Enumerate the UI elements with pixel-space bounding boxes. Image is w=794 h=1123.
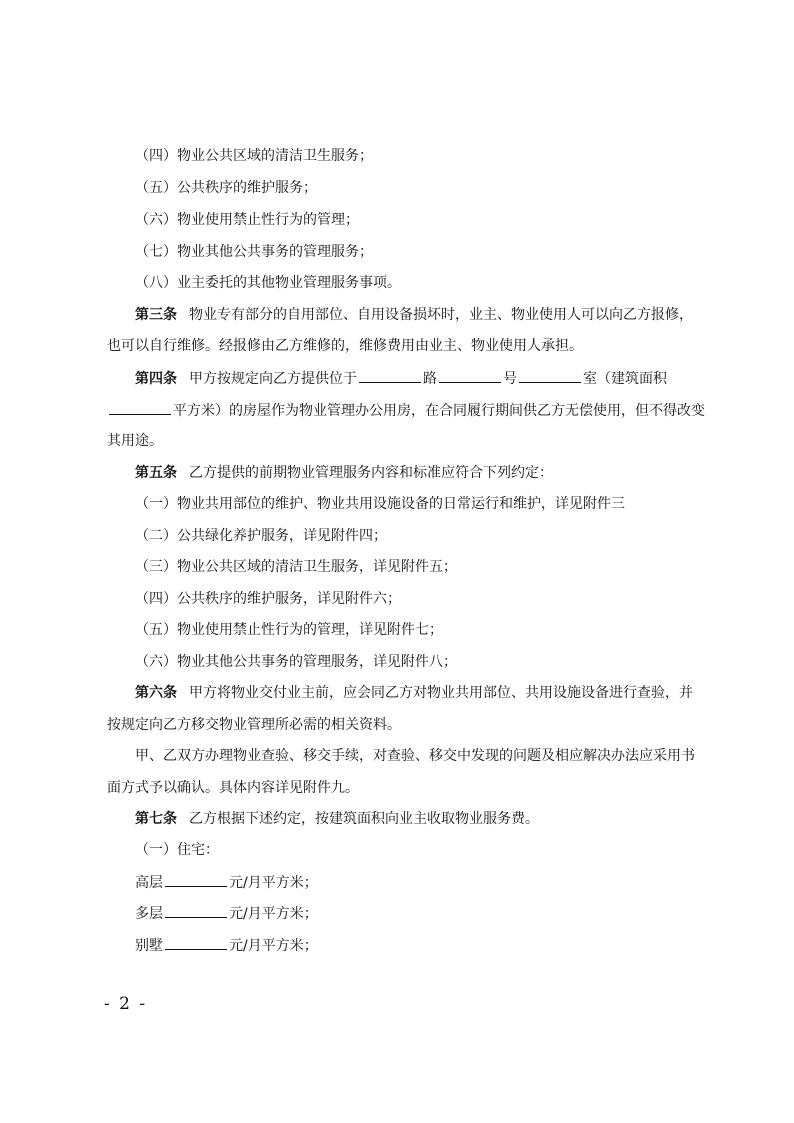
article-4-text-4: 室（建筑面积 — [583, 371, 667, 387]
list-item: （一）物业共用部位的维护、物业共用设施设备的日常运行和维护，详见附件三 — [135, 496, 625, 512]
rate-line — [135, 903, 735, 924]
article-3-line-2: 也可以自行维修。经报修由乙方维修的，维修费用由业主、物业使用人承担。 — [107, 338, 583, 354]
article-5-line-1 — [135, 463, 735, 483]
list-item: （五）公共秩序的维护服务； — [135, 180, 317, 196]
article-4-text-5: 平方米）的房屋作为物业管理办公用房，在合同履行期间供乙方无偿使用，但不得改变 — [173, 403, 705, 419]
rate-unit: 元/月平方米； — [229, 875, 318, 891]
list-item: （三）物业公共区域的清洁卫生服务，详见附件五； — [135, 559, 457, 575]
list-item: （五）物业使用禁止性行为的管理，详见附件七； — [135, 622, 443, 638]
article-4-text-1: 甲方按规定向乙方提供位于 — [189, 371, 357, 387]
article-5-title: 第五条 — [135, 465, 177, 481]
rate-line — [135, 935, 735, 956]
list-item: （七）物业其他公共事务的管理服务； — [135, 244, 373, 260]
road-blank — [359, 368, 421, 383]
list-item: （四）公共秩序的维护服务，详见附件六； — [135, 591, 401, 607]
list-item: （六）物业其他公共事务的管理服务，详见附件八； — [135, 654, 457, 670]
rate-label: 别墅 — [135, 938, 163, 954]
list-item: （二）公共绿化养护服务，详见附件四； — [135, 528, 387, 544]
list-item: （八）业主委托的其他物业管理服务事项。 — [135, 275, 401, 291]
article-6-para2-line-1: 甲、乙双方办理物业查验、移交手续，对查验、移交中发现的问题及相应解决办法应采用书 — [135, 748, 695, 764]
rate-unit: 元/月平方米； — [229, 906, 318, 922]
rate-unit: 元/月平方米； — [229, 938, 318, 954]
room-blank — [519, 368, 581, 383]
article-7-text: 乙方根据下述约定，按建筑面积向业主收取物业服务费。 — [189, 811, 539, 827]
number-blank — [439, 368, 501, 383]
article-4-line-1 — [135, 368, 735, 389]
rate-label: 高层 — [135, 875, 163, 891]
list-item: （六）物业使用禁止性行为的管理； — [135, 212, 359, 228]
article-4-text-2: 路 — [423, 371, 437, 387]
article-6-para2-line-2: 面方式予以确认。具体内容详见附件九。 — [107, 780, 359, 796]
article-3-title: 第三条 — [135, 307, 177, 323]
page-number: - 2 - — [104, 994, 148, 1014]
rate-label: 多层 — [135, 906, 163, 922]
article-5-text: 乙方提供的前期物业管理服务内容和标准应符合下列约定： — [189, 465, 553, 481]
article-6-text: 甲方将物业交付业主前，应会同乙方对物业共用部位、共用设施设备进行查验，并 — [189, 685, 693, 701]
rate-blank — [165, 903, 227, 918]
article-3-line-1 — [135, 305, 735, 325]
article-6-line-2: 按规定向乙方移交物业管理所必需的相关资料。 — [107, 717, 401, 733]
article-4-line-2 — [107, 400, 707, 421]
rate-line — [135, 872, 735, 893]
article-4-line-3: 其用途。 — [107, 433, 163, 449]
article-4-title: 第四条 — [135, 371, 177, 387]
article-6-title: 第六条 — [135, 685, 177, 701]
article-4-text-3: 号 — [503, 371, 517, 387]
list-item: （四）物业公共区域的清洁卫生服务； — [135, 148, 373, 164]
rate-blank — [165, 935, 227, 950]
rate-blank — [165, 872, 227, 887]
article-7-sub: （一）住宅： — [135, 842, 219, 858]
article-7-title: 第七条 — [135, 811, 177, 827]
article-7-line-1 — [135, 809, 735, 829]
article-6-line-1 — [135, 683, 735, 703]
article-3-text: 物业专有部分的自用部位、自用设备损坏时，业主、物业使用人可以向乙方报修， — [189, 307, 693, 323]
area-blank — [109, 400, 171, 415]
